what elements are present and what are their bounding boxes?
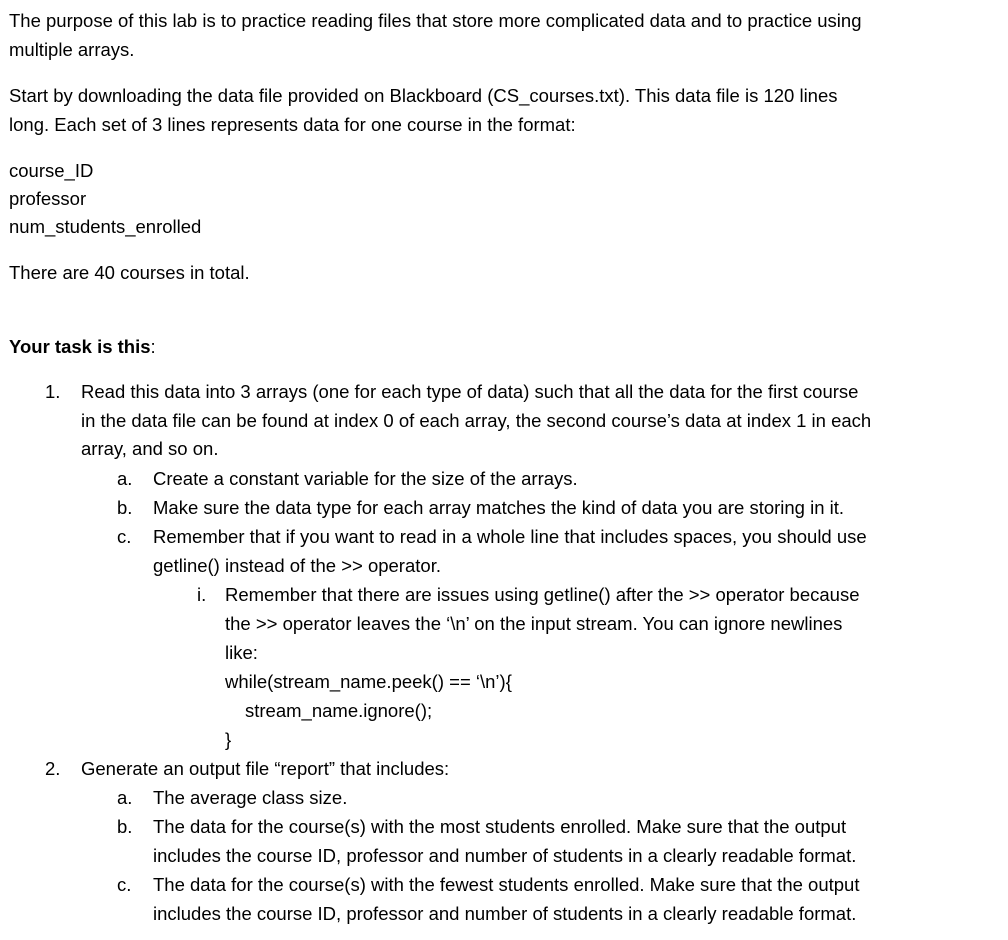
format-line-professor: professor	[9, 188, 87, 209]
format-line-num-students: num_students_enrolled	[9, 216, 202, 237]
task1-subsub-line: the >> operator leaves the ‘\n’ on the input stream. You can ignore newlines	[225, 613, 843, 634]
total-courses: There are 40 courses in total.	[9, 262, 250, 283]
task1-sub-c-line: getline() instead of the >> operator.	[153, 555, 441, 576]
task1-line: array, and so on.	[81, 438, 219, 459]
task1-line: Read this data into 3 arrays (one for each type of data) such that all the data for the first course	[81, 381, 859, 402]
format-line-course-id: course_ID	[9, 160, 94, 181]
code-line-close-brace: }	[225, 729, 232, 750]
task-heading-bold: Your task is this	[9, 336, 151, 357]
task1-sub-c-line: Remember that if you want to read in a whole line that includes spaces, you should use	[153, 526, 867, 547]
download-paragraph-line: Start by downloading the data file provided on Blackboard (CS_courses.txt). This data file is 120 lines	[9, 85, 838, 106]
task1-line: in the data file can be found at index 0 of each array, the second course’s data at index 1 in each	[81, 410, 872, 431]
list-number-1: 1.	[45, 381, 61, 402]
list-marker-i: i.	[197, 584, 207, 605]
list-marker-a: a.	[117, 468, 133, 489]
intro-paragraph-line: multiple arrays.	[9, 39, 135, 60]
task2-line: Generate an output file “report” that includes:	[81, 758, 450, 779]
list-marker-b: b.	[117, 497, 133, 518]
task2-sub-b-line: includes the course ID, professor and number of students in a clearly readable format.	[153, 845, 857, 866]
task1-sub-b-line: Make sure the data type for each array matches the kind of data you are storing in it.	[153, 497, 845, 518]
list-number-2: 2.	[45, 758, 61, 779]
list-marker-c: c.	[117, 526, 132, 547]
task2-sub-c-line: The data for the course(s) with the fewest students enrolled. Make sure that the output	[153, 874, 860, 895]
intro-paragraph-line: The purpose of this lab is to practice reading files that store more complicated data and to practice using	[9, 10, 862, 31]
list-marker-c: c.	[117, 874, 132, 895]
task-heading	[9, 332, 156, 361]
task1-subsub-line: Remember that there are issues using getline() after the >> operator because	[225, 584, 860, 605]
task1-subsub-line: like:	[225, 642, 258, 663]
download-paragraph-line: long. Each set of 3 lines represents data for one course in the format:	[9, 114, 576, 135]
code-line-while: while(stream_name.peek() == ‘\n’){	[225, 671, 512, 692]
list-marker-b: b.	[117, 816, 133, 837]
code-line-ignore: stream_name.ignore();	[245, 700, 433, 721]
task2-sub-a-line: The average class size.	[153, 787, 348, 808]
task-heading-colon: :	[150, 336, 156, 357]
task1-sub-a-line: Create a constant variable for the size of the arrays.	[153, 468, 578, 489]
list-marker-a: a.	[117, 787, 133, 808]
task2-sub-c-line: includes the course ID, professor and number of students in a clearly readable format.	[153, 903, 857, 924]
task2-sub-b-line: The data for the course(s) with the most students enrolled. Make sure that the output	[153, 816, 847, 837]
